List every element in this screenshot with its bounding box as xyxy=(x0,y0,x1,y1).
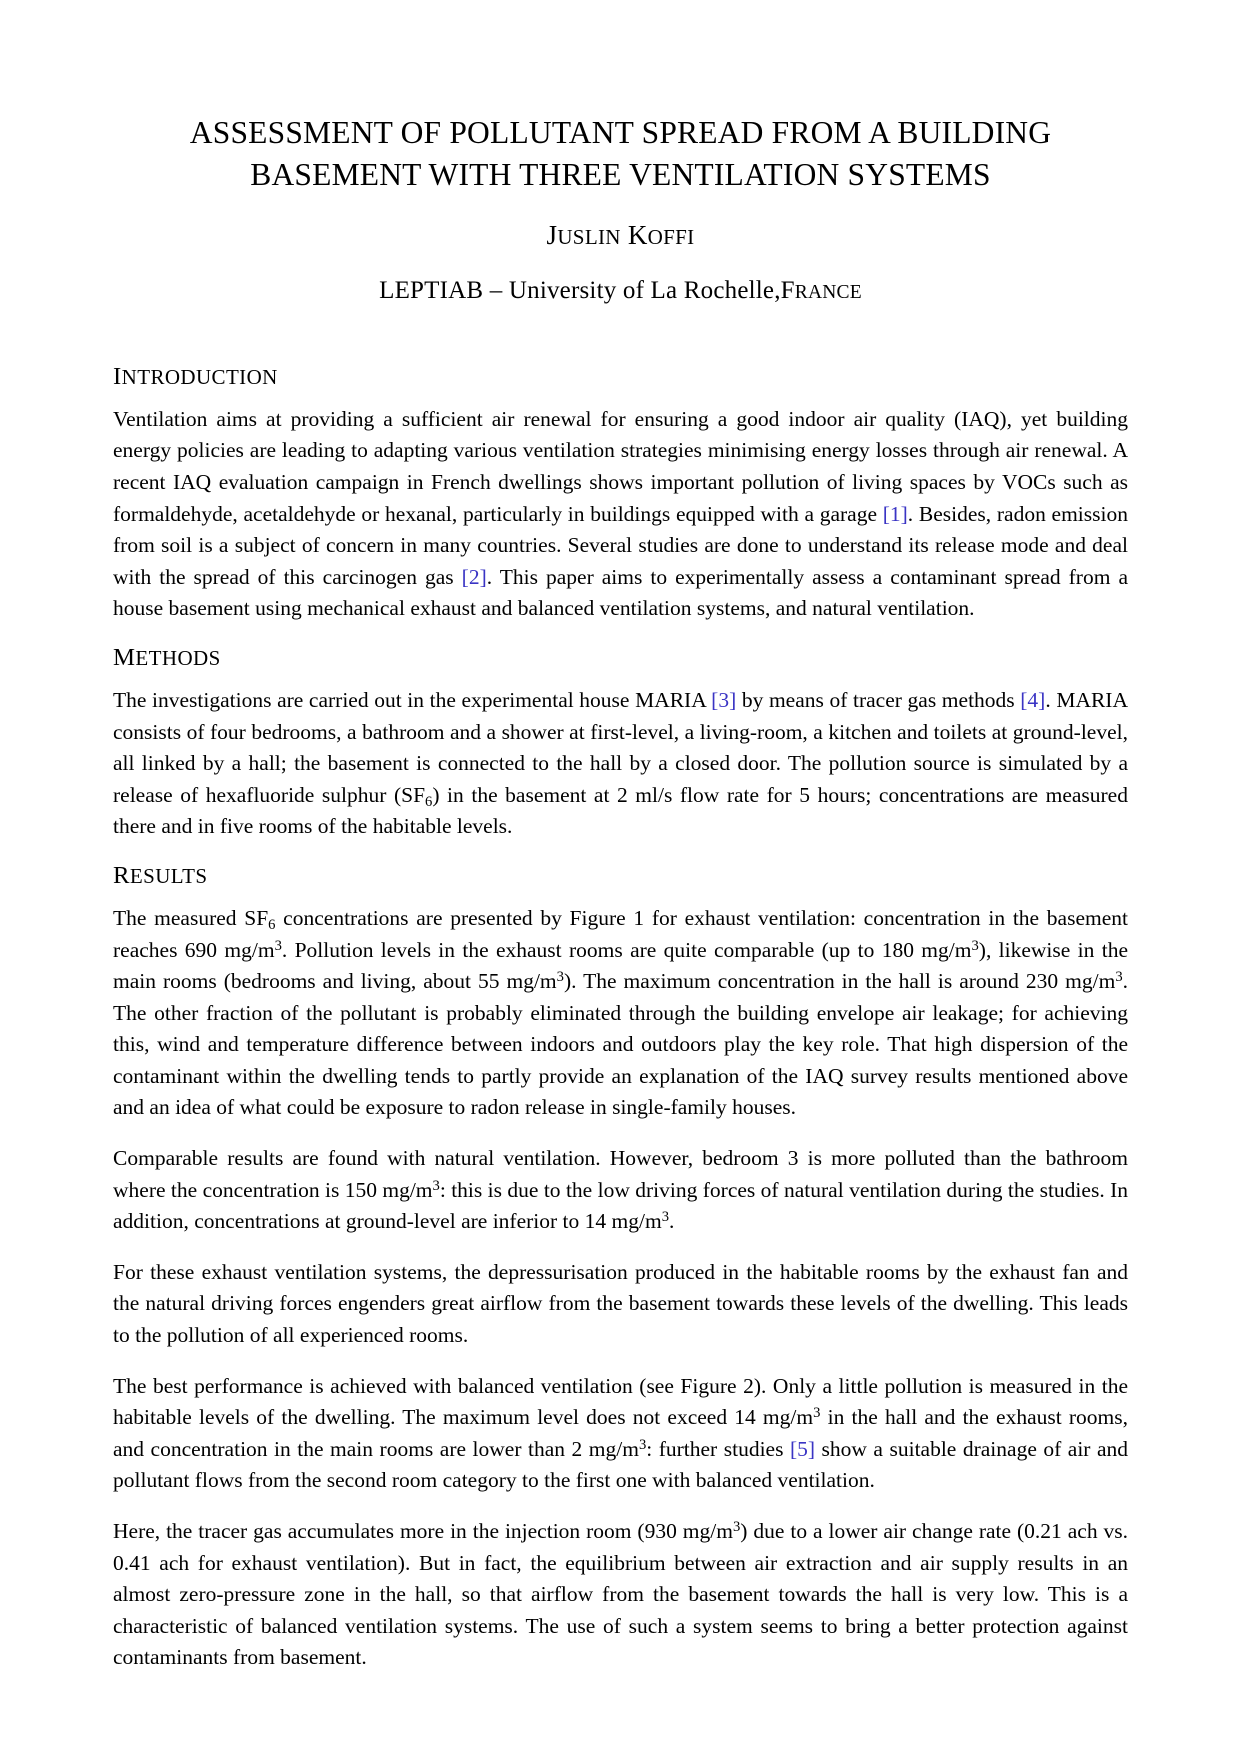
section-heading-introduction xyxy=(113,363,1128,391)
results-p1-c: . Pollution levels in the exhaust rooms are quite comparable (up to 180 mg/m xyxy=(281,937,972,962)
sf6-subscript: 6 xyxy=(268,916,276,933)
affiliation-country-rest: RANCE xyxy=(794,281,862,303)
intro-text-c: . This paper aims to experimentally assess a contaminant spread from a house basement using mechanical exhaust and balanced ventilation systems, and natural ventilation. xyxy=(113,564,1128,621)
citation-link-1[interactable]: [1] xyxy=(882,501,908,526)
author-affiliation xyxy=(113,277,1128,305)
intro-text-a: Ventilation aims at providing a sufficient air renewal for ensuring a good indoor air quality (IAQ), yet building energy policies are leading to adapting various ventilation strategies minimising energy losses through air renewal. A recent IAQ evaluation campaign in French dwellings shows important pollution of living spaces by VOCs such as formaldehyde, acetaldehyde or hexanal, particularly in buildings equipped with a garage xyxy=(113,406,1128,526)
results-p1-f: . The other fraction of the pollutant is probably eliminated through the building envelope air leakage; for achieving this, wind and temperature difference between indoors and outdoors play the key role. That high dispersion of the contaminant within the dwelling tends to partly provide an explanation of the IAQ survey results mentioned above and an idea of what could be exposure to radon release in single-family houses. xyxy=(113,969,1129,1120)
author-name xyxy=(113,220,1128,251)
affiliation-institution: LEPTIAB – University of La Rochelle, xyxy=(379,276,781,304)
results-p5-b: ) due to a lower air change rate (0.21 ach vs. 0.41 ach for exhaust ventilation). But in fact, the equilibrium between air extraction and air supply results in an almost zero-pressure zone in the hall, so that airflow from the basement towards the hall is very low. This is a characteristic of balanced ventilation systems. The use of such a system seems to bring a better protection against contaminants from basement. xyxy=(113,1519,1128,1670)
results-paragraph-5 xyxy=(113,1516,1128,1674)
intro-text-b: . Besides, radon emission from soil is a subject of concern in many countries. Several studies are done to understand its release mode and deal with the spread of this carcinogen gas xyxy=(113,501,1128,589)
results-p4-d: show a suitable drainage of air and pollutant flows from the second room category to the first one with balanced ventilation. xyxy=(113,1436,1128,1493)
results-paragraph-3: For these exhaust ventilation systems, the depressurisation produced in the habitable rooms by the exhaust fan and the natural driving forces engenders great airflow from the basement towards these levels of the dwelling. This leads to the pollution of all experienced rooms. xyxy=(113,1259,1128,1348)
cubic-meter-superscript: 3 xyxy=(432,1177,440,1194)
results-p2-b: : this is due to the low driving forces of natural ventilation during the studies. In addition, concentrations at ground-level are inferior to 14 mg/m xyxy=(113,1177,1128,1234)
results-paragraph-4 xyxy=(113,1371,1128,1497)
heading-rest: ETHODS xyxy=(135,645,221,670)
paper-title xyxy=(113,112,1128,196)
results-paragraph-2 xyxy=(113,1143,1128,1238)
results-p2-c: . xyxy=(669,1209,675,1234)
title-line-2: BASEMENT WITH THREE VENTILATION SYSTEMS xyxy=(250,156,991,192)
heading-initial: I xyxy=(113,362,122,390)
results-p5-a: Here, the tracer gas accumulates more in the injection room (930 mg/m xyxy=(113,1519,733,1543)
citation-link-5[interactable]: [5] xyxy=(789,1436,816,1461)
methods-text-d: ) in the basement at 2 ml/s flow rate for 5 hours; concentrations are measured there and in five rooms of the habitable levels. xyxy=(113,782,1128,839)
heading-rest: ESULTS xyxy=(129,863,208,888)
methods-paragraph xyxy=(113,685,1128,843)
results-p1-e: ). The maximum concentration in the hall is around 230 mg/m xyxy=(563,969,1116,994)
section-heading-methods xyxy=(113,644,1128,672)
results-p4-c: : further studies xyxy=(646,1436,790,1461)
results-p1-a: The measured SF xyxy=(113,905,269,930)
heading-initial: M xyxy=(113,643,136,671)
section-heading-results xyxy=(113,862,1128,890)
citation-link-2[interactable]: [2] xyxy=(461,564,487,589)
heading-initial: R xyxy=(113,861,130,889)
methods-text-a: The investigations are carried out in the experimental house MARIA xyxy=(113,687,712,712)
results-p4-a: The best performance is achieved with balanced ventilation (see Figure 2). Only a little pollution is measured in the habitable levels of the dwelling. The maximum level does not exceed 14 mg/m xyxy=(113,1373,1128,1430)
citation-link-3[interactable]: [3] xyxy=(711,687,737,712)
cubic-meter-superscript: 3 xyxy=(274,937,282,954)
heading-rest: NTRODUCTION xyxy=(121,364,278,389)
author-first-initial: J xyxy=(546,219,558,250)
results-p1-b: concentrations are presented by Figure 1 for exhaust ventilation: concentration in the basement reaches 690 mg/m xyxy=(113,905,1128,962)
title-line-1: ASSESSMENT OF POLLUTANT SPREAD FROM A BUILDING xyxy=(189,115,1052,150)
results-p2-a: Comparable results are found with natural ventilation. However, bedroom 3 is more polluted than the bathroom where the concentration is 150 mg/m xyxy=(113,1146,1128,1202)
citation-link-4[interactable]: [4] xyxy=(1020,687,1046,712)
author-last-initial: K xyxy=(627,219,648,250)
methods-text-b: by means of tracer gas methods xyxy=(736,687,1021,712)
paper-body xyxy=(113,363,1128,1674)
author-last-rest: OFFI xyxy=(647,224,695,249)
introduction-paragraph xyxy=(113,404,1128,625)
cubic-meter-superscript: 3 xyxy=(813,1405,821,1422)
results-p4-b: in the hall and the exhaust rooms, and concentration in the main rooms are lower than 2 mg/m xyxy=(113,1405,1129,1461)
methods-text-c: . MARIA consists of four bedrooms, a bathroom and a shower at first-level, a living-room, a kitchen and toilets at ground-level, all linked by a hall; the basement is connected to the hall by a closed door. The pollution source is simulated by a release of hexafluoride sulphur (SF xyxy=(113,687,1128,807)
sf6-subscript: 6 xyxy=(425,793,433,810)
affiliation-country-initial: F xyxy=(780,276,795,304)
author-first-rest: USLIN xyxy=(557,224,621,249)
cubic-meter-superscript: 3 xyxy=(971,937,979,954)
cubic-meter-superscript: 3 xyxy=(732,1518,741,1535)
results-paragraph-1 xyxy=(113,903,1128,1124)
cubic-meter-superscript: 3 xyxy=(1115,969,1123,986)
cubic-meter-superscript: 3 xyxy=(638,1436,647,1453)
affiliation-country xyxy=(781,277,862,304)
cubic-meter-superscript: 3 xyxy=(556,969,564,986)
cubic-meter-superscript: 3 xyxy=(661,1209,669,1226)
results-p1-d: ), likewise in the main rooms (bedrooms and living, about 55 mg/m xyxy=(113,937,1128,994)
